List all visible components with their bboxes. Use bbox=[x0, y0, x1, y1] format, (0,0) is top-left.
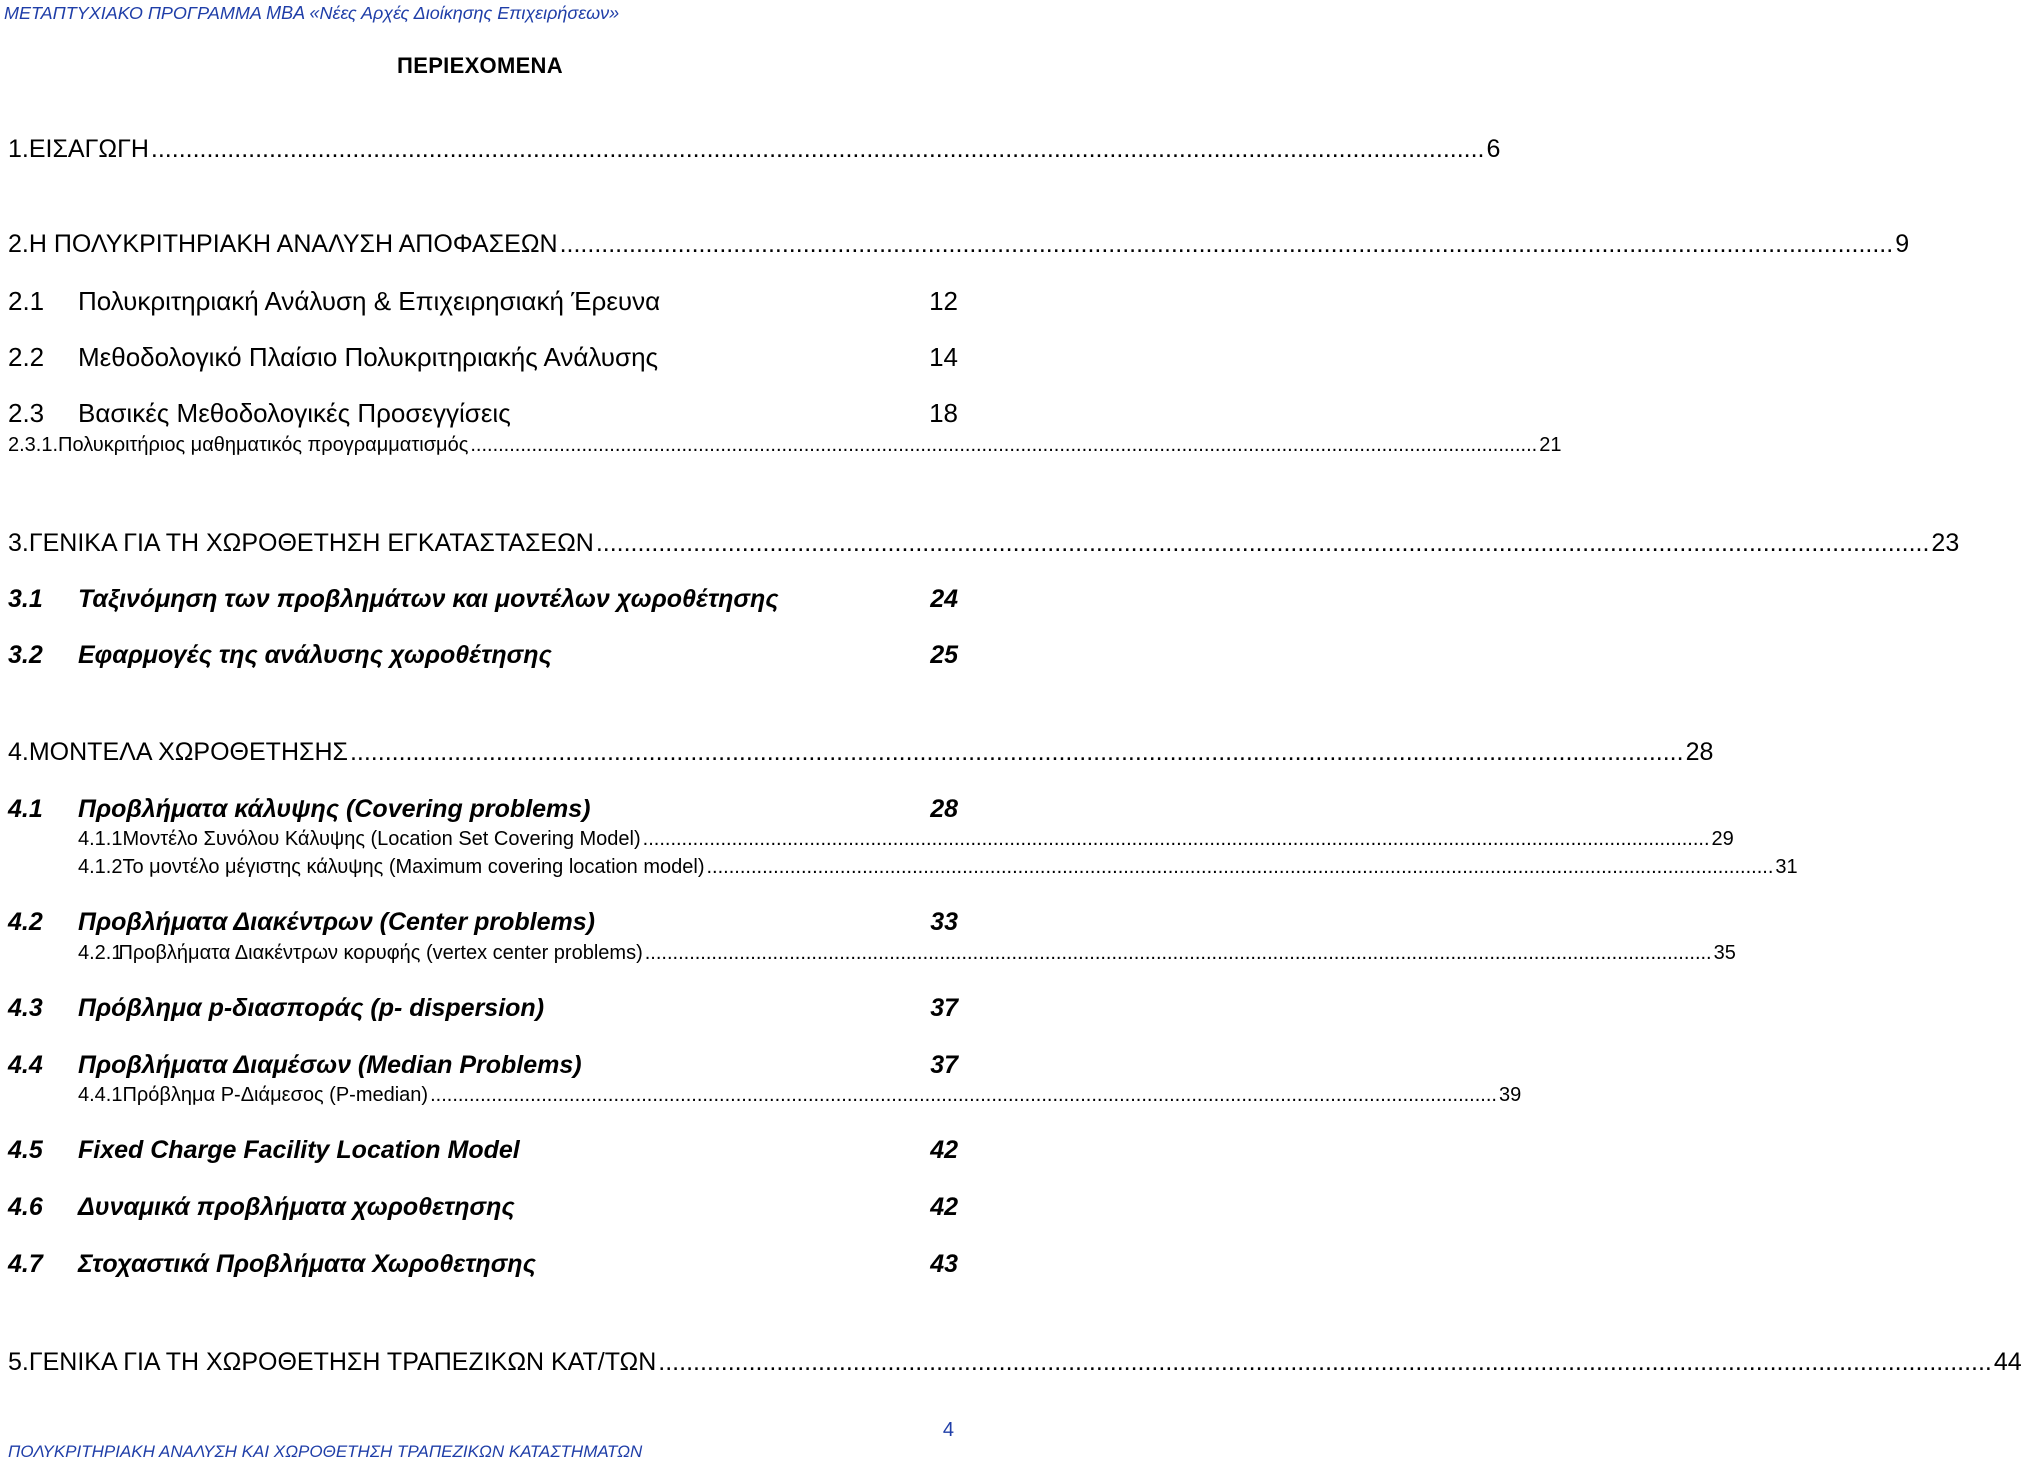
entry-text: Βασικές Μεθοδολογικές Προσεγγίσεις bbox=[78, 398, 511, 428]
entry-page: 42 bbox=[930, 1136, 958, 1164]
entry-page: 39 bbox=[1498, 1084, 1522, 1106]
entry-page: 12 bbox=[929, 286, 958, 316]
entry-number: 2.3.1. bbox=[8, 434, 59, 456]
entry-number: 3. bbox=[8, 529, 29, 557]
dot-leader: ................................................................................................................................................................................................ bbox=[430, 1084, 1497, 1106]
entry-number: 2.2 bbox=[8, 342, 45, 372]
entry-page: 43 bbox=[930, 1250, 958, 1278]
entry-page: 14 bbox=[929, 342, 958, 372]
entry-page: 42 bbox=[930, 1193, 958, 1221]
entry-text: Εφαρμογές της ανάλυσης χωροθέτησης bbox=[78, 641, 552, 669]
entry-text: Προβλήματα Διακέντρων κορυφής (vertex center problems) bbox=[118, 942, 643, 964]
entry-number: 4.4 bbox=[8, 1051, 43, 1079]
toc-entry-3-2[interactable] bbox=[8, 641, 958, 670]
entry-page: 44 bbox=[1993, 1348, 2022, 1376]
entry-page: 35 bbox=[1713, 942, 1736, 964]
entry-number: 4.1.1 bbox=[78, 828, 123, 850]
entry-page: 37 bbox=[930, 994, 958, 1022]
entry-number: 4.2 bbox=[8, 908, 43, 936]
toc-entry-4-2-1[interactable] bbox=[8, 942, 1736, 965]
entry-text: Πολυκριτήριος μαθηματικός προγραμματισμός bbox=[58, 434, 469, 456]
entry-page: 24 bbox=[930, 585, 958, 613]
entry-number: 2.1 bbox=[8, 286, 45, 316]
toc-entry-4-3[interactable] bbox=[8, 994, 958, 1023]
toc-entry-4-7[interactable] bbox=[8, 1250, 958, 1279]
entry-number: 4.7 bbox=[8, 1250, 43, 1278]
entry-number: 4.2.1 bbox=[78, 942, 123, 964]
entry-text: Στοχαστικά Προβλήματα Χωροθετησης bbox=[78, 1250, 536, 1278]
entry-text: Πρόβλημα p-διασποράς (p- dispersion) bbox=[78, 994, 545, 1022]
page-number: 4 bbox=[942, 1419, 954, 1441]
entry-page: 25 bbox=[930, 641, 958, 669]
dot-leader: ................................................................................................................................................................................................ bbox=[658, 1348, 1992, 1376]
entry-number: 2.3 bbox=[8, 398, 45, 428]
running-header: ΜΕΤΑΠΤΥΧΙΑΚΟ ΠΡΟΓΡΑΜΜΑ MBA «Νέες Αρχές Διοίκησης Επιχειρήσεων» bbox=[4, 3, 620, 23]
entry-text: Ταξινόμηση των προβλημάτων και μοντέλων χωροθέτησης bbox=[78, 585, 779, 613]
toc-entry-2-2[interactable] bbox=[8, 342, 958, 373]
entry-page: 33 bbox=[930, 908, 958, 936]
entry-number: 4.5 bbox=[8, 1136, 43, 1164]
toc-entry-4-4[interactable] bbox=[8, 1051, 958, 1080]
entry-number: 5. bbox=[8, 1348, 29, 1376]
toc-entry-2-3[interactable] bbox=[8, 398, 958, 429]
entry-page: 18 bbox=[929, 398, 958, 428]
entry-page: 21 bbox=[1539, 434, 1562, 456]
entry-number: 2. bbox=[8, 230, 29, 258]
toc-entry-2-1[interactable] bbox=[8, 286, 958, 317]
entry-text: Πρόβλημα P-Διάμεσος (P-median) bbox=[122, 1084, 429, 1106]
toc-entry-3[interactable] bbox=[8, 529, 1960, 558]
entry-number: 4.3 bbox=[8, 994, 43, 1022]
entry-page: 28 bbox=[930, 795, 958, 823]
dot-leader: ................................................................................................................................................................................................ bbox=[470, 434, 1538, 456]
entry-page: 29 bbox=[1711, 828, 1734, 850]
dot-leader: ................................................................................................................................................................................................ bbox=[642, 828, 1710, 850]
entry-number: 1. bbox=[8, 135, 29, 163]
entry-number: 4.1.2 bbox=[78, 856, 123, 878]
entry-text: ΜΟΝΤΕΛΑ ΧΩΡΟΘΕΤΗΣΗΣ bbox=[28, 738, 348, 766]
toc-entry-4-5[interactable] bbox=[8, 1136, 958, 1165]
entry-number: 3.2 bbox=[8, 641, 43, 669]
toc-entry-2-3-1[interactable] bbox=[8, 434, 1562, 457]
entry-text: Πολυκριτηριακή Ανάλυση & Επιχειρησιακή Έρευνα bbox=[78, 286, 661, 316]
dot-leader: ................................................................................................................................................................................................ bbox=[559, 230, 1894, 258]
dot-leader: ................................................................................................................................................................................................ bbox=[595, 529, 1930, 557]
dot-leader: ................................................................................................................................................................................................ bbox=[644, 942, 1712, 964]
toc-entry-4-2[interactable] bbox=[8, 908, 958, 937]
toc-entry-4-1-1[interactable] bbox=[8, 828, 1734, 851]
entry-text: ΓΕΝΙΚΑ ΓΙΑ ΤΗ ΧΩΡΟΘΕΤΗΣΗ ΤΡΑΠΕΖΙΚΩΝ ΚΑΤ/ΤΩΝ bbox=[28, 1348, 657, 1376]
entry-text: Μεθοδολογικό Πλαίσιο Πολυκριτηριακής Ανάλυσης bbox=[78, 342, 659, 372]
toc-entry-4-6[interactable] bbox=[8, 1193, 958, 1222]
entry-number: 3.1 bbox=[8, 585, 43, 613]
toc-entry-4-4-1[interactable] bbox=[8, 1084, 1522, 1107]
toc-entry-5[interactable] bbox=[8, 1348, 2022, 1377]
toc-title: ΠΕΡΙΕΧΟΜΕΝΑ bbox=[397, 53, 563, 78]
toc-entry-3-1[interactable] bbox=[8, 585, 958, 614]
toc-entry-2[interactable] bbox=[8, 230, 1910, 259]
entry-number: 4.6 bbox=[8, 1193, 43, 1221]
entry-page: 23 bbox=[1931, 529, 1960, 557]
entry-number: 4. bbox=[8, 738, 29, 766]
entry-page: 28 bbox=[1685, 738, 1714, 766]
entry-text: ΓΕΝΙΚΑ ΓΙΑ ΤΗ ΧΩΡΟΘΕΤΗΣΗ ΕΓΚΑΤΑΣΤΑΣΕΩΝ bbox=[28, 529, 594, 557]
entry-page: 6 bbox=[1486, 135, 1501, 163]
entry-text: Προβλήματα κάλυψης (Covering problems) bbox=[78, 795, 591, 823]
entry-text: Το μοντέλο μέγιστης κάλυψης (Maximum covering location model) bbox=[122, 856, 705, 878]
entry-number: 4.1 bbox=[8, 795, 43, 823]
dot-leader: ................................................................................................................................................................................................ bbox=[150, 135, 1485, 163]
toc-entry-4-1[interactable] bbox=[8, 795, 958, 824]
entry-page: 9 bbox=[1895, 230, 1910, 258]
entry-page: 31 bbox=[1775, 856, 1798, 878]
entry-text: Προβλήματα Διακέντρων (Center problems) bbox=[78, 908, 595, 936]
entry-page: 37 bbox=[930, 1051, 958, 1079]
running-footer: ΠΟΛΥΚΡΙΤΗΡΙΑΚΗ ΑΝΑΛΥΣΗ ΚΑΙ ΧΩΡΟΘΕΤΗΣΗ ΤΡΑΠΕΖΙΚΩΝ ΚΑΤΑΣΤΗΜΑΤΩΝ bbox=[8, 1442, 643, 1461]
entry-text: Προβλήματα Διαμέσων (Median Problems) bbox=[78, 1051, 582, 1079]
toc-entry-4[interactable] bbox=[8, 738, 1714, 767]
entry-text: Δυναμικά προβλήματα χωροθετησης bbox=[78, 1193, 515, 1221]
entry-text: Η ΠΟΛΥΚΡΙΤΗΡΙΑΚΗ ΑΝΑΛΥΣΗ ΑΠΟΦΑΣΕΩΝ bbox=[28, 230, 558, 258]
dot-leader: ................................................................................................................................................................................................ bbox=[349, 738, 1684, 766]
entry-text: ΕΙΣΑΓΩΓΗ bbox=[28, 135, 149, 163]
entry-text: Μοντέλο Συνόλου Κάλυψης (Location Set Covering Model) bbox=[122, 828, 641, 850]
toc-entry-4-1-2[interactable] bbox=[8, 856, 1798, 879]
dot-leader: ................................................................................................................................................................................................ bbox=[706, 856, 1774, 878]
toc-entry-1[interactable] bbox=[8, 135, 1501, 164]
entry-number: 4.4.1 bbox=[78, 1084, 123, 1106]
entry-text: Fixed Charge Facility Location Model bbox=[78, 1136, 520, 1164]
